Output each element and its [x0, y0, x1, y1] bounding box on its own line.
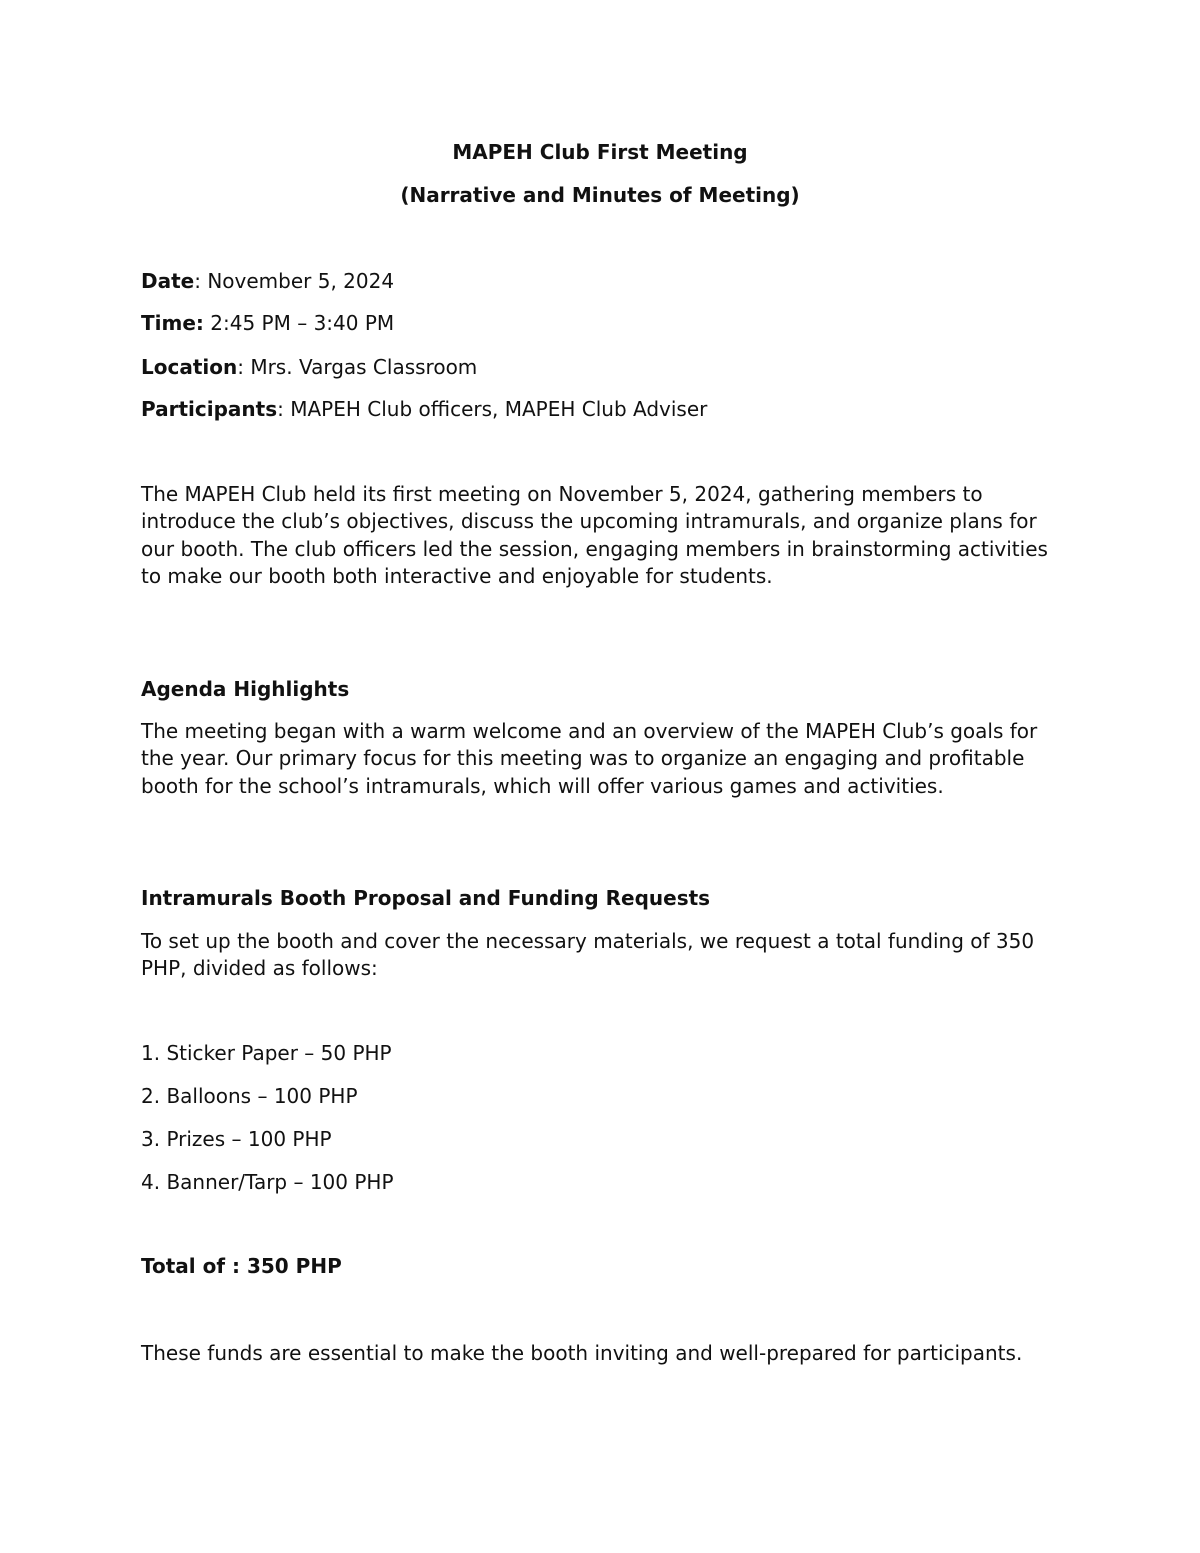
participants-value: : MAPEH Club officers, MAPEH Club Adviser	[277, 397, 708, 421]
funding-item: 4. Banner/Tarp – 100 PHP	[141, 1170, 394, 1194]
time-value: 2:45 PM – 3:40 PM	[203, 311, 395, 335]
time-line	[141, 310, 394, 337]
location-value: : Mrs. Vargas Classroom	[237, 355, 478, 379]
document-subtitle: (Narrative and Minutes of Meeting)	[400, 183, 800, 207]
participants-label: Participants	[141, 397, 278, 421]
closing-paragraph: These funds are essential to make the booth inviting and well-prepared for participants.	[141, 1341, 1023, 1365]
date-label: Date	[141, 269, 195, 293]
agenda-paragraph: The meeting began with a warm welcome and an overview of the MAPEH Club’s goals for the year. Our primary focus for this meeting was to organize an engaging and profitable booth for the school’s intramurals, which will offer various games and activities.	[141, 719, 1038, 798]
funding-paragraph: To set up the booth and cover the necessary materials, we request a total funding of 350 PHP, divided as follows:	[141, 929, 1035, 981]
funding-heading: Intramurals Booth Proposal and Funding Requests	[141, 886, 711, 910]
participants-line	[141, 396, 707, 423]
funding-item: 3. Prizes – 100 PHP	[141, 1127, 332, 1151]
date-line	[141, 268, 394, 295]
funding-total: Total of : 350 PHP	[141, 1254, 342, 1278]
location-line	[141, 354, 477, 381]
time-label: Time:	[141, 311, 204, 335]
funding-item: 1. Sticker Paper – 50 PHP	[141, 1041, 392, 1065]
location-label: Location	[141, 355, 238, 379]
intro-paragraph: The MAPEH Club held its first meeting on November 5, 2024, gathering members to introduce the club’s objectives, discuss the upcoming intramurals, and organize plans for our booth. The club officers led the session, engaging members in brainstorming activities to make our booth both interactive and enjoyable for students.	[141, 482, 1048, 588]
document-title: MAPEH Club First Meeting	[452, 140, 748, 164]
date-value: : November 5, 2024	[194, 269, 395, 293]
funding-item: 2. Balloons – 100 PHP	[141, 1084, 358, 1108]
agenda-heading: Agenda Highlights	[141, 677, 350, 701]
